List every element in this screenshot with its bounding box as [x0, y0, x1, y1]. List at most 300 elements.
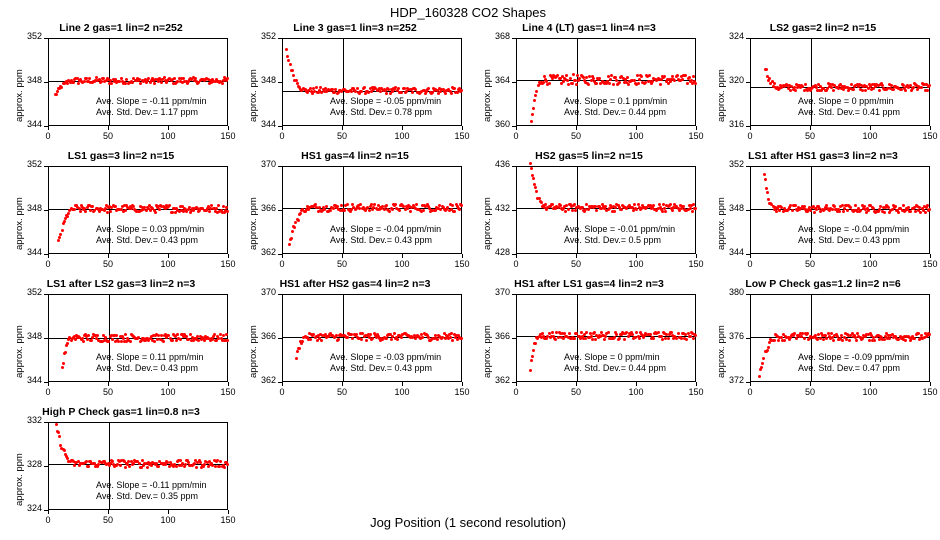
data-point	[813, 211, 816, 214]
data-point	[659, 83, 662, 86]
data-point	[217, 204, 220, 207]
data-point	[291, 230, 294, 233]
data-point	[842, 210, 845, 213]
stddev-text: Ave. Std. Dev.= 0.43 ppm	[798, 235, 900, 245]
data-point	[691, 210, 694, 213]
data-point	[773, 82, 776, 85]
data-point	[450, 92, 453, 95]
data-point	[791, 209, 794, 212]
data-point	[343, 209, 346, 212]
data-point	[635, 208, 638, 211]
panel-annotation	[96, 352, 203, 374]
data-point	[648, 74, 651, 77]
data-point	[657, 331, 660, 334]
data-point	[195, 466, 198, 469]
data-point	[66, 342, 69, 345]
data-point	[534, 94, 537, 97]
data-point	[603, 338, 606, 341]
data-point	[124, 466, 127, 469]
data-point	[888, 337, 891, 340]
panel-annotation	[798, 96, 900, 118]
data-point	[883, 211, 886, 214]
y-axis-label: approx. ppm	[248, 69, 259, 122]
data-point	[124, 209, 127, 212]
slope-text: Ave. Slope = -0.03 ppm/min	[330, 352, 442, 362]
data-point	[764, 178, 767, 181]
panel-annotation	[96, 480, 206, 502]
data-point	[532, 177, 535, 180]
data-point	[325, 205, 328, 208]
data-point	[794, 89, 797, 92]
data-point	[529, 369, 532, 372]
stddev-text: Ave. Std. Dev.= 0.47 ppm	[798, 363, 900, 373]
data-point	[226, 77, 229, 80]
data-point	[58, 236, 61, 239]
data-point	[221, 82, 224, 85]
panel-title: High P Check gas=1 lin=0.8 n=3	[42, 406, 200, 418]
data-point	[291, 69, 294, 72]
data-point	[320, 339, 323, 342]
data-point	[534, 342, 537, 345]
data-point	[158, 208, 161, 211]
data-point	[832, 89, 835, 92]
data-point	[803, 337, 806, 340]
data-point	[673, 79, 676, 82]
y-axis-label: approx. ppm	[716, 69, 727, 122]
stddev-text: Ave. Std. Dev.= 0.43 ppm	[330, 235, 432, 245]
data-point	[160, 81, 163, 84]
data-point	[535, 190, 538, 193]
data-point	[692, 75, 695, 78]
data-point	[681, 78, 684, 81]
data-point	[337, 338, 340, 341]
data-point	[415, 203, 418, 206]
data-point	[154, 211, 157, 214]
data-point	[292, 74, 295, 77]
y-axis-label: approx. ppm	[14, 69, 25, 122]
slope-text: Ave. Slope = -0.11 ppm/min	[96, 480, 207, 490]
data-point	[225, 333, 228, 336]
slope-text: Ave. Slope = -0.04 ppm/min	[798, 224, 910, 234]
data-point	[692, 203, 695, 206]
data-point	[838, 210, 841, 213]
chart-panel: HS1 after HS2 gas=4 lin=2 n=3 362 366 370 0 50 100 150 approx. ppm Ave. Slope = -0.03 ppm/min Ave. Std. Dev.= 0.43 ppm	[238, 278, 472, 406]
data-point	[618, 81, 621, 84]
data-point	[396, 338, 399, 341]
data-point	[652, 337, 655, 340]
panel-annotation	[330, 96, 441, 118]
stddev-text: Ave. Std. Dev.= 0.43 ppm	[330, 363, 432, 373]
data-point	[535, 90, 538, 93]
panel-annotation	[330, 224, 441, 246]
data-point	[385, 337, 388, 340]
data-point	[168, 204, 171, 207]
data-point	[612, 83, 615, 86]
data-point	[226, 339, 229, 342]
data-point	[453, 210, 456, 213]
data-point	[162, 340, 165, 343]
data-point	[855, 339, 858, 342]
data-point	[57, 239, 60, 242]
data-point	[608, 82, 611, 85]
data-point	[288, 243, 291, 246]
data-point	[373, 203, 376, 206]
data-point	[664, 210, 667, 213]
data-point	[758, 375, 761, 378]
data-point	[762, 357, 765, 360]
x-axis-label: Jog Position (1 second resolution)	[370, 515, 566, 530]
slope-text: Ave. Slope = -0.05 ppm/min	[330, 96, 442, 106]
data-point	[370, 90, 373, 93]
data-point	[225, 206, 228, 209]
data-point	[694, 207, 697, 210]
chart-panel: HS2 gas=5 lin=2 n=15 428 432 436 0 50 100 150 approx. ppm Ave. Slope = -0.01 ppm/min Ave. Std. Dev.= 0.5 ppm	[472, 150, 706, 278]
y-axis-label: approx. ppm	[482, 69, 493, 122]
data-point	[565, 74, 568, 77]
panel-annotation	[798, 352, 909, 374]
data-point	[763, 173, 766, 176]
chart-panel: HS1 gas=4 lin=2 n=15 362 366 370 0 50 100 150 approx. ppm Ave. Slope = -0.04 ppm/min Ave. Std. Dev.= 0.43 ppm	[238, 150, 472, 278]
data-point	[694, 334, 697, 337]
data-point	[848, 339, 851, 342]
data-point	[783, 339, 786, 342]
data-point	[179, 338, 182, 341]
data-point	[64, 351, 67, 354]
data-point	[293, 226, 296, 229]
chart-panel: HS1 after LS1 gas=4 lin=2 n=3 362 366 370 0 50 100 150 approx. ppm Ave. Slope = 0 ppm/min Ave. Std. Dev.= 0.44 ppm	[472, 278, 706, 406]
data-point	[587, 83, 590, 86]
stddev-text: Ave. Std. Dev.= 0.41 ppm	[798, 107, 900, 117]
data-point	[533, 183, 536, 186]
chart-panel: Line 2 gas=1 lin=2 n=252 344 348 352 0 50 100 150 approx. ppm Ave. Slope = -0.11 ppm/min Ave. Std. Dev.= 1.17 ppm	[4, 22, 238, 150]
data-point	[124, 333, 127, 336]
panel-title: LS2 gas=2 lin=2 n=15	[769, 22, 877, 34]
data-point	[627, 83, 630, 86]
data-point	[623, 338, 626, 341]
data-point	[391, 208, 394, 211]
panel-annotation	[798, 224, 909, 246]
data-point	[65, 344, 68, 347]
data-point	[533, 99, 536, 102]
data-point	[926, 89, 929, 92]
data-point	[773, 339, 776, 342]
data-point	[226, 210, 229, 213]
data-point	[390, 338, 393, 341]
data-point	[532, 107, 535, 110]
panel-annotation	[564, 352, 666, 374]
data-point	[398, 209, 401, 212]
data-point	[393, 332, 396, 335]
data-point	[846, 209, 849, 212]
data-point	[650, 82, 653, 85]
data-point	[299, 212, 302, 215]
data-point	[760, 366, 763, 369]
data-point	[346, 336, 349, 339]
data-point	[287, 59, 290, 62]
data-point	[766, 349, 769, 352]
data-point	[572, 73, 575, 76]
data-point	[309, 338, 312, 341]
data-point	[346, 203, 349, 206]
slope-text: Ave. Slope = 0.1 ppm/min	[564, 96, 668, 106]
y-axis-label: approx. ppm	[716, 325, 727, 378]
data-point	[55, 423, 58, 426]
y-axis-label: approx. ppm	[14, 197, 25, 250]
data-point	[411, 91, 414, 94]
data-point	[63, 220, 66, 223]
slope-text: Ave. Slope = 0 ppm/min	[564, 352, 660, 362]
slope-text: Ave. Slope = 0.11 ppm/min	[96, 352, 204, 362]
data-point	[132, 205, 135, 208]
data-point	[530, 120, 533, 123]
chart-panel: High P Check gas=1 lin=0.8 n=3 324 328 332 0 50 100 150 approx. ppm Ave. Slope = -0.11 ppm/min Ave. Std. Dev.= 0.35 ppm	[4, 406, 238, 534]
data-point	[777, 339, 780, 342]
panel-annotation	[96, 224, 204, 246]
data-point	[87, 465, 90, 468]
data-point	[61, 366, 64, 369]
panel-title: Line 2 gas=1 lin=2 n=252	[59, 22, 183, 34]
data-point	[405, 90, 408, 93]
data-point	[841, 339, 844, 342]
data-point	[301, 340, 304, 343]
stddev-text: Ave. Std. Dev.= 0.43 ppm	[96, 363, 198, 373]
panel-title: HS1 gas=4 lin=2 n=15	[301, 150, 409, 162]
data-point	[460, 337, 463, 340]
data-point	[385, 92, 388, 95]
data-point	[676, 74, 679, 77]
data-point	[878, 89, 881, 92]
data-point	[686, 82, 689, 85]
data-point	[531, 113, 534, 116]
stddev-text: Ave. Std. Dev.= 1.17 ppm	[96, 107, 198, 117]
data-point	[90, 339, 93, 342]
data-point	[285, 48, 288, 51]
data-point	[767, 198, 770, 201]
data-point	[208, 210, 211, 213]
data-point	[692, 337, 695, 340]
data-point	[369, 333, 372, 336]
y-axis-label: approx. ppm	[248, 197, 259, 250]
y-axis-label: approx. ppm	[716, 197, 727, 250]
data-point	[394, 203, 397, 206]
panel-title: Line 3 gas=1 lin=3 n=252	[293, 22, 417, 34]
data-point	[815, 86, 818, 89]
data-point	[315, 86, 318, 89]
panel-title: Low P Check gas=1.2 lin=2 n=6	[745, 278, 901, 290]
data-point	[115, 334, 118, 337]
data-point	[451, 204, 454, 207]
data-point	[171, 339, 174, 342]
data-point	[294, 221, 297, 224]
chart-panel: LS2 gas=2 lin=2 n=15 316 320 324 0 50 100 150 approx. ppm Ave. Slope = 0 ppm/min Ave. Std. Dev.= 0.41 ppm	[706, 22, 940, 150]
panel-title: LS1 gas=3 lin=2 n=15	[67, 150, 175, 162]
data-point	[671, 209, 674, 212]
data-point	[928, 84, 931, 87]
data-point	[295, 357, 298, 360]
data-point	[289, 63, 292, 66]
data-point	[61, 229, 64, 232]
data-point	[460, 89, 463, 92]
data-point	[422, 209, 425, 212]
data-point	[532, 349, 535, 352]
data-point	[618, 337, 621, 340]
panel-title: Line 4 (LT) gas=1 lin=4 n=3	[522, 22, 656, 34]
data-point	[765, 187, 768, 190]
data-point	[157, 465, 160, 468]
data-point	[694, 82, 697, 85]
data-point	[290, 237, 293, 240]
data-point	[928, 208, 931, 211]
data-point	[458, 208, 461, 211]
data-point	[766, 191, 769, 194]
data-point	[904, 339, 907, 342]
data-point	[530, 167, 533, 170]
data-point	[451, 339, 454, 342]
data-point	[351, 337, 354, 340]
data-point	[795, 337, 798, 340]
data-point	[363, 86, 366, 89]
data-point	[138, 462, 141, 465]
data-point	[360, 338, 363, 341]
data-point	[638, 337, 641, 340]
data-point	[613, 336, 616, 339]
panel-title: HS1 after HS2 gas=4 lin=2 n=3	[279, 278, 431, 290]
data-point	[867, 209, 870, 212]
data-point	[684, 74, 687, 77]
data-point	[444, 92, 447, 95]
data-point	[904, 89, 907, 92]
stddev-text: Ave. Std. Dev.= 0.43 ppm	[96, 235, 198, 245]
data-point	[667, 337, 670, 340]
data-point	[569, 77, 572, 80]
data-point	[56, 90, 59, 93]
data-point	[153, 82, 156, 85]
panel-title: HS2 gas=5 lin=2 n=15	[535, 150, 643, 162]
data-point	[119, 464, 122, 467]
panel-title: LS1 after HS1 gas=3 lin=2 n=3	[748, 150, 898, 162]
data-point	[531, 355, 534, 358]
data-point	[909, 210, 912, 213]
data-point	[897, 211, 900, 214]
data-point	[72, 81, 75, 84]
data-point	[592, 77, 595, 80]
data-point	[176, 333, 179, 336]
data-point	[409, 210, 412, 213]
data-point	[146, 466, 149, 469]
data-point	[832, 339, 835, 342]
slope-text: Ave. Slope = -0.09 ppm/min	[798, 352, 910, 362]
data-point	[534, 186, 537, 189]
chart-panel: LS1 after LS2 gas=3 lin=2 n=3 344 348 352 0 50 100 150 approx. ppm Ave. Slope = 0.11 ppm/min Ave. Std. Dev.= 0.43 ppm	[4, 278, 238, 406]
chart-panel: Line 3 gas=1 lin=3 n=252 344 348 352 0 50 100 150 approx. ppm Ave. Slope = -0.05 ppm/min Ave. Std. Dev.= 0.78 ppm	[238, 22, 472, 150]
data-point	[202, 465, 205, 468]
data-point	[633, 203, 636, 206]
chart-panel: LS1 gas=3 lin=2 n=15 344 348 352 0 50 100 150 approx. ppm Ave. Slope = 0.03 ppm/min Ave. Std. Dev.= 0.43 ppm	[4, 150, 238, 278]
panel-annotation	[564, 224, 675, 246]
panel-annotation	[564, 96, 667, 118]
data-point	[604, 335, 607, 338]
y-axis-label: approx. ppm	[14, 325, 25, 378]
y-axis-label: approx. ppm	[482, 325, 493, 378]
data-point	[538, 197, 541, 200]
stddev-text: Ave. Std. Dev.= 0.78 ppm	[330, 107, 432, 117]
slope-text: Ave. Slope = 0 ppm/min	[798, 96, 894, 106]
data-point	[873, 339, 876, 342]
data-point	[296, 350, 299, 353]
data-point	[548, 82, 551, 85]
data-point	[595, 209, 598, 212]
data-point	[400, 91, 403, 94]
data-point	[57, 431, 60, 434]
data-point	[164, 463, 167, 466]
stddev-text: Ave. Std. Dev.= 0.44 ppm	[564, 107, 666, 117]
panel-annotation	[96, 96, 206, 118]
data-point	[84, 210, 87, 213]
y-axis-label: approx. ppm	[248, 325, 259, 378]
data-point	[573, 337, 576, 340]
data-point	[356, 87, 359, 90]
panel-annotation	[330, 352, 441, 374]
data-point	[129, 340, 132, 343]
chart-panel: Low P Check gas=1.2 lin=2 n=6 372 376 380 0 50 100 150 approx. ppm Ave. Slope = -0.09 ppm/min Ave. Std. Dev.= 0.47 ppm	[706, 278, 940, 406]
slope-text: Ave. Slope = 0.03 ppm/min	[96, 224, 205, 234]
slope-text: Ave. Slope = -0.01 ppm/min	[564, 224, 676, 234]
data-point	[920, 86, 923, 89]
data-point	[226, 463, 229, 466]
chart-panel: LS1 after HS1 gas=3 lin=2 n=3 344 348 352 0 50 100 150 approx. ppm Ave. Slope = -0.04 ppm/min Ave. Std. Dev.= 0.43 ppm	[706, 150, 940, 278]
data-point	[607, 331, 610, 334]
data-point	[219, 460, 222, 463]
data-point	[385, 204, 388, 207]
data-point	[286, 55, 289, 58]
data-point	[613, 210, 616, 213]
figure-title: HDP_160328 CO2 Shapes	[389, 5, 547, 20]
data-point	[55, 93, 58, 96]
panel-title: HS1 after LS1 gas=4 lin=2 n=3	[514, 278, 664, 290]
data-point	[371, 337, 374, 340]
data-point	[685, 338, 688, 341]
panel-title: LS1 after LS2 gas=3 lin=2 n=3	[46, 278, 196, 290]
y-axis-label: approx. ppm	[14, 453, 25, 506]
data-point	[109, 210, 112, 213]
data-point	[223, 466, 226, 469]
data-point	[529, 162, 532, 165]
data-point	[928, 333, 931, 336]
data-point	[804, 83, 807, 86]
data-point	[778, 209, 781, 212]
data-point	[360, 90, 363, 93]
data-point	[460, 204, 463, 207]
data-point	[765, 68, 768, 71]
slope-text: Ave. Slope = -0.11 ppm/min	[96, 96, 207, 106]
stddev-text: Ave. Std. Dev.= 0.35 ppm	[96, 491, 198, 501]
data-point	[567, 208, 570, 211]
data-point	[637, 82, 640, 85]
data-point	[397, 87, 400, 90]
data-point	[640, 75, 643, 78]
data-point	[60, 86, 63, 89]
data-point	[427, 87, 430, 90]
data-point	[87, 334, 90, 337]
data-point	[551, 331, 554, 334]
data-point	[139, 82, 142, 85]
data-point	[571, 82, 574, 85]
data-point	[58, 435, 61, 438]
data-point	[926, 204, 929, 207]
data-point	[63, 449, 66, 452]
data-point	[365, 339, 368, 342]
data-point	[872, 87, 875, 90]
